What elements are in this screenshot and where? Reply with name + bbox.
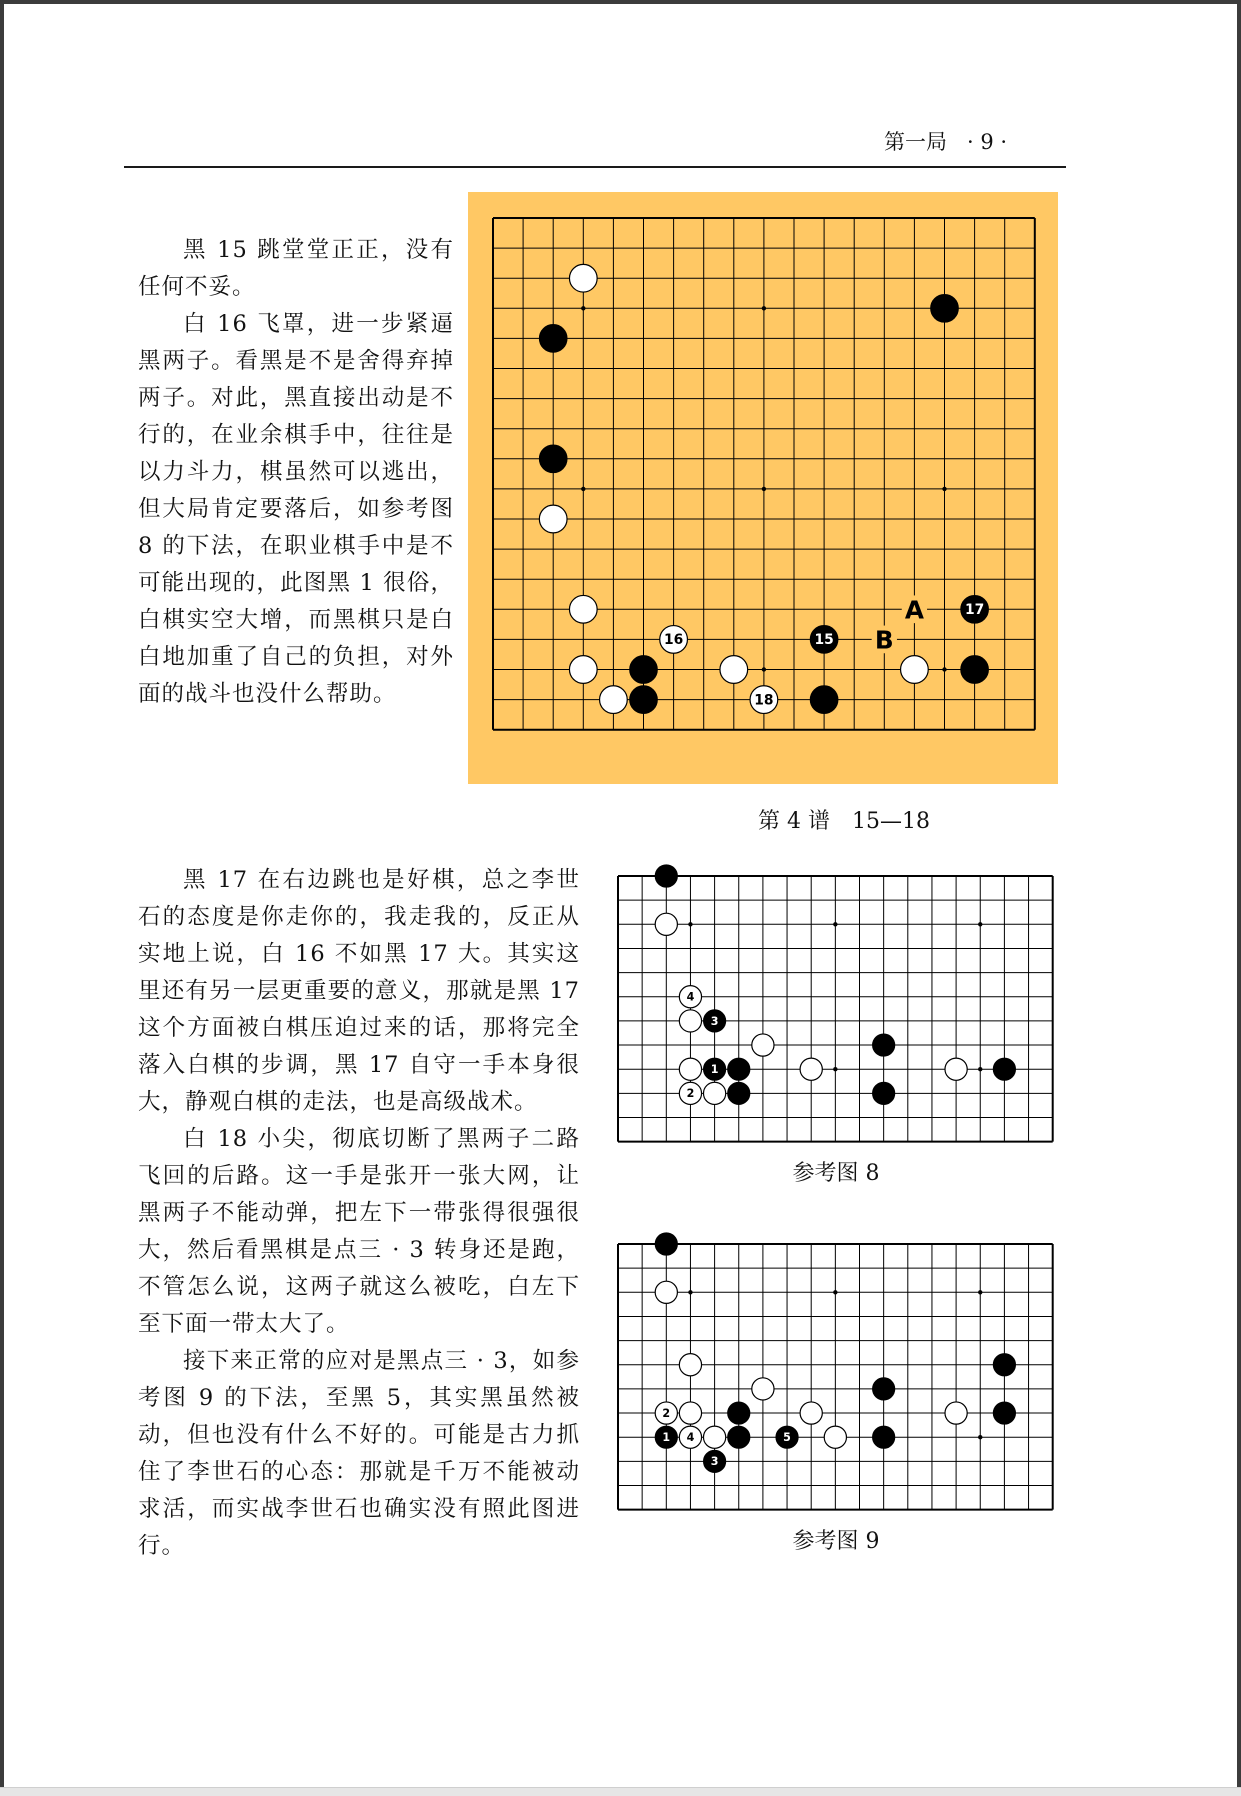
star-point [688, 922, 692, 926]
white-stone [539, 505, 567, 533]
white-stone [800, 1402, 822, 1424]
white-stone [824, 1426, 846, 1448]
move-number: 17 [964, 602, 985, 619]
reference-diagram-9-caption: 参考图 9 [792, 1529, 880, 1554]
black-stone [993, 1354, 1015, 1376]
star-point [688, 1290, 692, 1294]
star-point [978, 1435, 982, 1439]
reference-diagram-8 [614, 860, 1054, 1120]
white-stone [600, 686, 628, 714]
move-number: 1 [662, 1431, 671, 1445]
viewer-status-strip [0, 1787, 1241, 1796]
black-stone [728, 1058, 750, 1080]
star-point [942, 667, 946, 671]
star-point [942, 487, 946, 491]
white-stone [703, 1082, 725, 1104]
white-stone [901, 656, 929, 684]
star-point [762, 667, 766, 671]
move-number: 16 [663, 632, 684, 649]
main-diagram-caption: 第 4 谱 15—18 [758, 809, 930, 834]
white-stone [703, 1426, 725, 1448]
white-stone [679, 1402, 701, 1424]
star-point [978, 1290, 982, 1294]
upper-text-column [138, 232, 454, 713]
move-number: 15 [814, 632, 834, 649]
black-stone [728, 1082, 750, 1104]
white-stone [720, 656, 748, 684]
move-number: 5 [783, 1431, 791, 1445]
black-stone [873, 1426, 895, 1448]
paragraph: 白 18 小尖，彻底切断了黑两子二路飞回的后路。这一手是张开一张大网，让黑两子不能动弹，把左下一带张得很强很大，然后看黑棋是点三 · 3 转身还是跑，不管怎么说，这两子就这么被吃，白左下至下面一带太大了。 [138, 1126, 580, 1337]
white-stone [945, 1058, 967, 1080]
black-stone [873, 1034, 895, 1056]
paragraph: 黑 15 跳堂堂正正，没有任何不妥。 [138, 237, 454, 300]
move-number: 4 [686, 1431, 695, 1445]
black-stone [873, 1082, 895, 1104]
white-stone [679, 1058, 701, 1080]
point-label: B [874, 625, 894, 655]
black-stone [993, 1402, 1015, 1424]
white-stone [655, 913, 677, 935]
move-number: 3 [710, 1455, 719, 1469]
white-stone [800, 1058, 822, 1080]
black-stone [539, 325, 567, 353]
paragraph: 白 16 飞罩，进一步紧逼黑两子。看黑是不是舍得弃掉两子。对此，黑直接出动是不行的，在业余棋手中，往往是以力斗力，棋虽然可以逃出，但大局肯定要落后，如参考图 8 的下法，在职业棋手中是不可能出现的，此图黑 1 很俗，白棋实空大增，而黑棋只是白白地加重了自己的负担，对外面的战斗也没什么帮助。 [138, 311, 454, 707]
chapter-title: 第一局 [884, 130, 947, 154]
page-number: · 9 · [967, 130, 1008, 154]
main-go-diagram [468, 192, 1058, 784]
star-point [978, 922, 982, 926]
white-stone [569, 264, 597, 292]
black-stone [873, 1378, 895, 1400]
black-stone [728, 1402, 750, 1424]
white-stone [679, 1010, 701, 1032]
book-page [4, 4, 1237, 1792]
white-stone [752, 1034, 774, 1056]
star-point [581, 487, 585, 491]
black-stone [630, 656, 658, 684]
star-point [833, 922, 837, 926]
black-stone [931, 294, 959, 322]
black-stone [630, 686, 658, 714]
black-stone [993, 1058, 1015, 1080]
move-number: 2 [662, 1406, 671, 1420]
header-rule [124, 166, 1066, 168]
white-stone [945, 1402, 967, 1424]
star-point [833, 1290, 837, 1294]
grid-lines [618, 1244, 1053, 1510]
move-number: 2 [686, 1087, 695, 1101]
running-header [884, 126, 1007, 156]
black-stone [810, 686, 838, 714]
move-number: 1 [710, 1063, 719, 1077]
star-point [581, 306, 585, 310]
paragraph: 黑 17 在右边跳也是好棋，总之李世石的态度是你走你的，我走我的，反正从实地上说，白 16 不如黑 17 大。其实这里还有另一层更重要的意义，那就是黑 17 这个方面被白棋压迫过来的话，那将完全落入白棋的步调，黑 17 自守一手本身很大，静观白棋的走法，也是高级战术。 [138, 867, 580, 1115]
white-stone [752, 1378, 774, 1400]
black-stone [728, 1426, 750, 1448]
black-stone [961, 656, 989, 684]
move-number: 3 [710, 1014, 719, 1028]
paragraph: 接下来正常的应对是黑点三 · 3，如参考图 9 的下法，至黑 5，其实黑虽然被动，但也没有什么不好的。可能是古力抓住了李世石的心态：那就是千万不能被动求活，而实战李世石也确实没有照此图进行。 [138, 1348, 580, 1559]
star-point [762, 306, 766, 310]
star-point [762, 487, 766, 491]
black-stone [655, 1233, 677, 1255]
white-stone [679, 1354, 701, 1376]
move-number: 4 [686, 990, 695, 1004]
black-stone [655, 865, 677, 887]
move-number: 18 [754, 692, 774, 709]
star-point [978, 1067, 982, 1071]
black-stone [539, 445, 567, 473]
white-stone [569, 595, 597, 623]
lower-text-column [138, 862, 580, 1565]
white-stone [655, 1281, 677, 1303]
reference-diagram-8-caption: 参考图 8 [792, 1161, 880, 1186]
white-stone [569, 656, 597, 684]
reference-diagram-9 [614, 1228, 1054, 1488]
star-point [833, 1067, 837, 1071]
point-label: A [904, 595, 924, 625]
